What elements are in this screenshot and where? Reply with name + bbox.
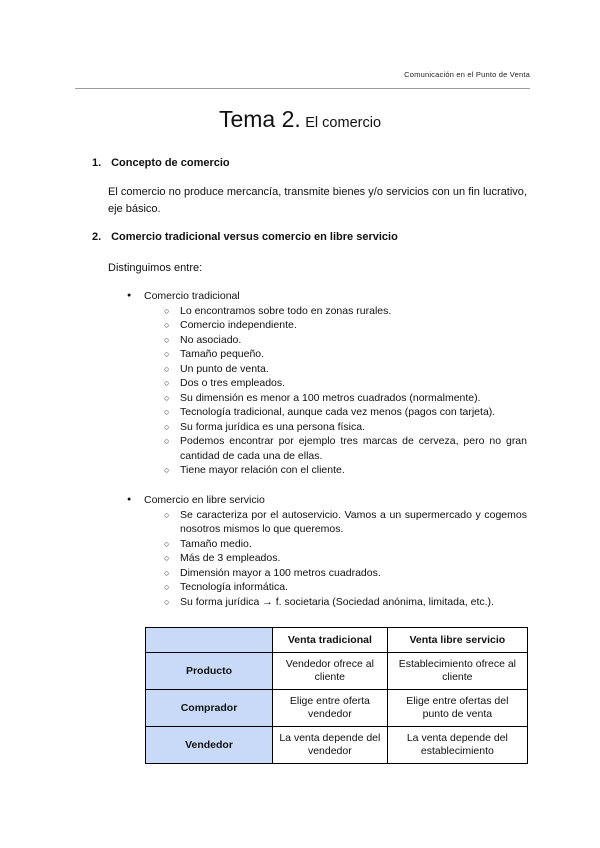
row-header: Comprador	[146, 690, 273, 727]
table-cell: Elige entre oferta vendedor	[273, 690, 388, 727]
column-header-tradicional: Venta tradicional	[273, 628, 388, 653]
table-row	[146, 727, 528, 764]
running-header: Comunicación en el Punto de Venta	[404, 70, 530, 79]
list-item: ○ Tamaño pequeño.	[164, 347, 527, 362]
table-corner-cell	[146, 628, 273, 653]
section-1-heading	[92, 157, 230, 169]
list-item: ○ Lo encontramos sobre todo en zonas rurales.	[164, 304, 527, 319]
list-item: ○ No asociado.	[164, 333, 527, 348]
title-main: Tema 2.	[218, 106, 301, 132]
table-header-row	[146, 628, 528, 653]
section-2-heading	[92, 231, 398, 243]
section-2-number: 2.	[92, 231, 102, 243]
list-item: ○ Comercio independiente.	[164, 318, 527, 333]
list-item: ○ Dimensión mayor a 100 metros cuadrados.	[164, 566, 527, 581]
list-item: ○ Tecnología informática.	[164, 580, 527, 595]
table-cell: Establecimiento ofrece al cliente	[387, 653, 527, 690]
list-item: ○ Su forma jurídica → f. societaria (Sociedad anónima, limitada, etc.).	[164, 595, 527, 610]
list-item: ○ Tecnología tradicional, aunque cada vez menos (pagos con tarjeta).	[164, 405, 527, 420]
list-item: ○ Su dimensión es menor a 100 metros cuadrados (normalmente).	[164, 391, 527, 406]
list-item: ○ Tamaño medio.	[164, 537, 527, 552]
bullet-comercio-tradicional: ● Comercio tradicional	[127, 289, 527, 304]
section-1-number: 1.	[92, 157, 102, 169]
list-comercio-tradicional	[127, 289, 527, 478]
list-item: ○ Dos o tres empleados.	[164, 376, 527, 391]
list-item: ○ Podemos encontrar por ejemplo tres marcas de cerveza, pero no gran cantidad de cada una de ellas.	[164, 434, 527, 463]
column-header-libre: Venta libre servicio	[387, 628, 527, 653]
table-cell: Elige entre ofertas del punto de venta	[387, 690, 527, 727]
table-cell: La venta depende del vendedor	[273, 727, 388, 764]
comparison-table	[145, 627, 528, 764]
section-2-intro: Distinguimos entre:	[108, 262, 203, 274]
list-item: ○ Un punto de venta.	[164, 362, 527, 377]
table-row	[146, 653, 528, 690]
list-comercio-libre-servicio	[127, 493, 527, 609]
table-row	[146, 690, 528, 727]
header-rule	[75, 88, 530, 89]
bullet-comercio-libre-servicio: ● Comercio en libre servicio	[127, 493, 527, 508]
list-item: ○ Tiene mayor relación con el cliente.	[164, 463, 527, 478]
row-header: Vendedor	[146, 727, 273, 764]
section-2-title: Comercio tradicional versus comercio en libre servicio	[111, 231, 398, 243]
table-cell: La venta depende del establecimiento	[387, 727, 527, 764]
section-1-text: El comercio no produce mercancía, transmite bienes y/o servicios con un fin lucrativo, eje básico.	[108, 186, 527, 215]
list-item: ○ Se caracteriza por el autoservicio. Vamos a un supermercado y cogemos nosotros mismos lo que queremos.	[164, 508, 527, 537]
table-cell: Vendedor ofrece al cliente	[273, 653, 388, 690]
list-item: ○ Más de 3 empleados.	[164, 551, 527, 566]
list-item: ○ Su forma jurídica es una persona física.	[164, 420, 527, 435]
section-1-title: Concepto de comercio	[111, 157, 230, 169]
page-title	[0, 106, 600, 133]
title-subtitle: El comercio	[305, 115, 382, 131]
row-header: Producto	[146, 653, 273, 690]
